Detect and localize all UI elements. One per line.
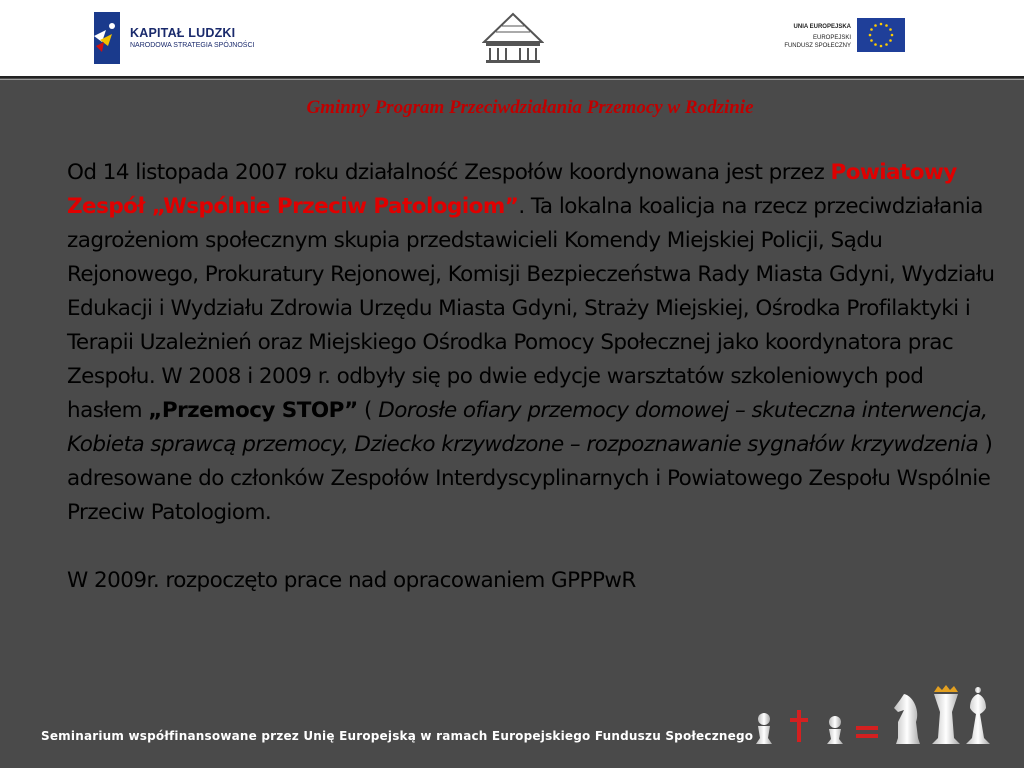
- building-icon: [482, 12, 544, 64]
- main-text-body: [67, 156, 997, 598]
- p1-text-a: Od 14 listopada 2007 roku działalność Zespołów koordynowana jest przez: [67, 160, 831, 185]
- p1-workshops-italic: Dorosłe ofiary przemocy domowej – skuteczna interwencja, Kobieta sprawcą przemocy, Dziecko krzywdzone – rozpoznawanie sygnałów krzywdzenia: [67, 398, 988, 457]
- p1-text-d: ) adresowane do członków Zespołów Interdyscyplinarnych i Powiatowego Zespołu Wspólnie Przeciw Patologiom.: [67, 432, 993, 525]
- kapital-ludzki-subtitle: NARODOWA STRATEGIA SPÓJNOŚCI: [130, 42, 255, 49]
- header-divider: [0, 76, 1024, 78]
- eu-flag-icon: [857, 18, 905, 52]
- paragraph-2: W 2009r. rozpoczęto prace nad opracowaniem GPPPwR: [67, 568, 636, 593]
- bishop-icon: [966, 687, 990, 744]
- p1-text-b: . Ta lokalna koalicja na rzecz przeciwdziałania zagrożeniom społecznym skupia przedstawicieli Komendy Miejskiej Policji, Sądu Rejonowego, Prokuratury Rejonowej, Komisji Bezpieczeństwa Rady Miasta Gdyni, Wydziału Edukacji i Wydziału Zdrowia Urzędu Miasta Gdyni, Straży Miejskiej, Ośrodka Profilaktyki i Terapii Uzależnień oraz Miejskiego Ośrodka Pomocy Społecznej jako koordynatora prac Zespołu. W 2008 i 2009 r. odbyły się po dwie edycje warsztatów szkoleniowych pod hasłem: [67, 194, 995, 423]
- knight-icon: [894, 694, 920, 744]
- town-hall-logo: [482, 12, 544, 64]
- kapital-ludzki-logo: [90, 12, 260, 64]
- p1-highlight-red: Powiatowy Zespół „Wspólnie Przeciw Patologiom”: [67, 160, 957, 219]
- pawn-icon: [827, 716, 843, 744]
- eu-text-line3: FUNDUSZ SPOŁECZNY: [784, 43, 851, 49]
- chess-pieces-illustration: [748, 682, 998, 762]
- kapital-ludzki-title: KAPITAŁ LUDZKI: [130, 26, 236, 40]
- pawn-icon: [756, 713, 772, 744]
- footer-text: Seminarium współfinansowane przez Unię Europejską w ramach Europejskiego Funduszu Społecznego: [41, 729, 754, 743]
- kapital-ludzki-emblem-icon: [90, 12, 124, 64]
- plus-icon: [790, 710, 808, 742]
- eu-text-line2: EUROPEJSKI: [812, 35, 851, 41]
- eu-text-line1: UNIA EUROPEJSKA: [793, 24, 851, 30]
- eu-logo: [770, 18, 905, 58]
- slide-title: Gminny Program Przeciwdziałania Przemocy w Rodzinie: [306, 97, 754, 118]
- p1-slogan-bold: „Przemocy STOP”: [148, 398, 358, 423]
- queen-icon: [932, 685, 960, 744]
- header-divider-thin: [0, 79, 1024, 80]
- paragraph-1: [67, 156, 997, 530]
- paragraph-gap: [67, 530, 997, 564]
- header-bar: [0, 0, 1024, 76]
- equals-icon: [856, 726, 878, 738]
- p1-text-c: (: [357, 398, 379, 423]
